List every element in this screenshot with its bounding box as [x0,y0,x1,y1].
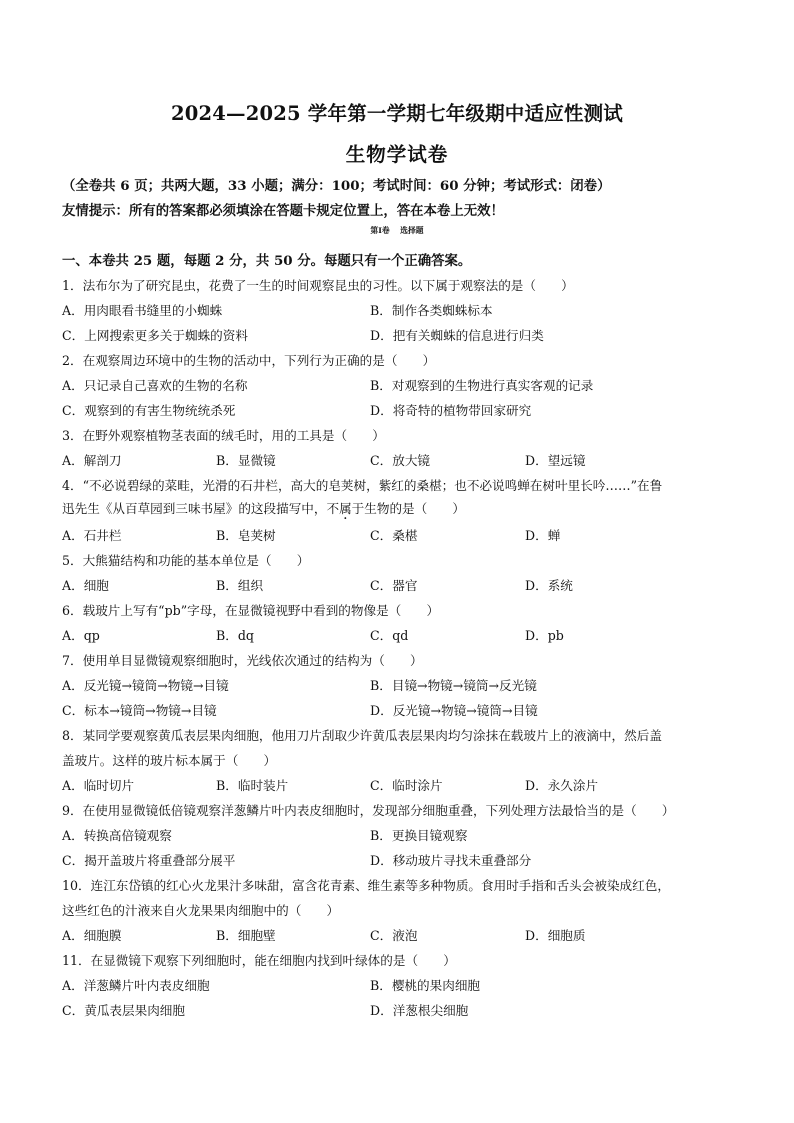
question-3-option-d: D．望远镜 [525,453,586,468]
section-instruction: 一、本卷共 25 题，每题 2 分，共 50 分。每题只有一个正确答案。 [62,253,472,269]
question-8-option-a: A．临时切片 [62,778,135,793]
question-6-option-b: B．dq [216,628,254,643]
question-9-option-c: C．揭开盖玻片将重叠部分展平 [62,853,236,868]
question-10-stem-line2: 这些红色的汁液来自火龙果果肉细胞中的（ ） [62,903,340,918]
question-1-option-a: A．用肉眼看书缝里的小蜘蛛 [62,303,223,318]
question-4-option-a: A．石井栏 [62,528,122,543]
question-3-option-a: A．解剖刀 [62,453,122,468]
question-7-option-b: B．目镜→物镜→镜筒→反光镜 [370,678,537,693]
question-8-stem-line2: 盖玻片。这样的玻片标本属于（ ） [62,753,277,768]
question-1-option-c: C．上网搜索更多关于蜘蛛的资料 [62,328,248,343]
question-9-option-d: D．移动玻片寻找未重叠部分 [370,853,532,868]
question-7-option-c: C．标本→镜筒→物镜→目镜 [62,703,217,718]
question-11-option-d: D．洋葱根尖细胞 [370,1003,469,1018]
question-6-option-a: A．qp [62,628,100,643]
question-10-stem-line1: 10．连江东岱镇的红心火龙果汁多味甜，富含花青素、维生素等多种物质。食用时手指和舌头会被染成红色， [62,878,670,893]
question-3-option-b: B．显微镜 [216,453,276,468]
question-11-option-b: B．樱桃的果肉细胞 [370,978,481,993]
question-4-stem-line1: 4．“不必说碧绿的菜畦，光滑的石井栏，高大的皂荚树，紫红的桑椹；也不必说鸣蝉在树叶里长吟……”在鲁 [62,478,663,493]
part-title: 第Ⅰ卷 选择题 [370,226,424,235]
question-2-option-d: D．将奇特的植物带回家研究 [370,403,532,418]
question-6-option-c: C．qd [370,628,409,643]
question-1-stem: 1．法布尔为了研究昆虫，花费了一生的时间观察昆虫的习性。以下属于观察法的是（ ） [62,278,574,293]
question-4-option-b: B．皂荚树 [216,528,276,543]
question-10-option-c: C．液泡 [370,928,418,943]
question-4-option-d: D．蝉 [525,528,561,543]
question-1-option-b: B．制作各类蜘蛛标本 [370,303,493,318]
question-5-stem: 5．大熊猫结构和功能的基本单位是（ ） [62,553,310,568]
question-3-option-c: C．放大镜 [370,453,431,468]
question-11-stem: 11．在显微镜下观察下列细胞时，能在细胞内找到叶绿体的是（ ） [62,953,456,968]
question-9-stem: 9．在使用显微镜低倍镜观察洋葱鳞片叶内表皮细胞时，发现部分细胞重叠，下列处理方法最恰当的是（ ） [62,803,675,818]
question-2-stem: 2．在观察周边环境中的生物的活动中，下列行为正确的是（ ） [62,353,436,368]
question-2-option-c: C．观察到的有害生物统统杀死 [62,403,236,418]
question-10-option-d: D．细胞质 [525,928,586,943]
question-10-option-a: A．细胞膜 [62,928,122,943]
exam-subtitle: 生物学试卷 [345,143,449,166]
question-6-option-d: D．pb [525,628,564,643]
exam-info: （全卷共 6 页；共两大题，33 小题；满分：100；考试时间：60 分钟；考试形式：闭卷） [62,178,611,194]
question-11-option-a: A．洋葱鳞片叶内表皮细胞 [62,978,210,993]
question-8-option-c: C．临时涂片 [370,778,443,793]
question-5-option-b: B．组织 [216,578,264,593]
exam-notice: 友情提示：所有的答案都必须填涂在答题卡规定位置上，答在本卷上无效！ [62,203,504,219]
question-5-option-a: A．细胞 [62,578,109,593]
question-9-option-a: A．转换高倍镜观察 [62,828,172,843]
exam-title: 2024—2025 学年第一学期七年级期中适应性测试 [170,102,624,125]
question-8-stem-line1: 8．某同学要观察黄瓜表层果肉细胞，他用刀片刮取少许黄瓜表层果肉均匀涂抹在载玻片上的液滴中，然后盖 [62,728,662,743]
question-2-option-b: B．对观察到的生物进行真实客观的记录 [370,378,594,393]
question-2-option-a: A．只记录自己喜欢的生物的名称 [62,378,248,393]
question-7-option-a: A．反光镜→镜筒→物镜→目镜 [62,678,229,693]
question-9-option-b: B．更换目镜观察 [370,828,468,843]
question-10-option-b: B．细胞壁 [216,928,276,943]
question-7-stem: 7．使用单目显微镜观察细胞时，光线依次通过的结构为（ ） [62,653,423,668]
question-7-option-d: D．反光镜→物镜→镜筒→目镜 [370,703,538,718]
question-4-stem-line2: 迅先生《从百草园到三味书屋》的这段描写中，不属于生物的是（ ） [62,501,465,516]
question-5-option-d: D．系统 [525,578,573,593]
question-6-stem: 6．载玻片上写有“pb”字母，在显微镜视野中看到的物像是（ ） [62,603,440,618]
question-4-option-c: C．桑椹 [370,528,418,543]
question-3-stem: 3．在野外观察植物茎表面的绒毛时，用的工具是（ ） [62,428,385,443]
question-11-option-c: C．黄瓜表层果肉细胞 [62,1003,185,1018]
question-1-option-d: D．把有关蜘蛛的信息进行归类 [370,328,544,343]
question-8-option-d: D．永久涂片 [525,778,599,793]
question-8-option-b: B．临时装片 [216,778,289,793]
emphasis-not-living: 不属于 [326,501,365,516]
question-5-option-c: C．器官 [370,578,418,593]
